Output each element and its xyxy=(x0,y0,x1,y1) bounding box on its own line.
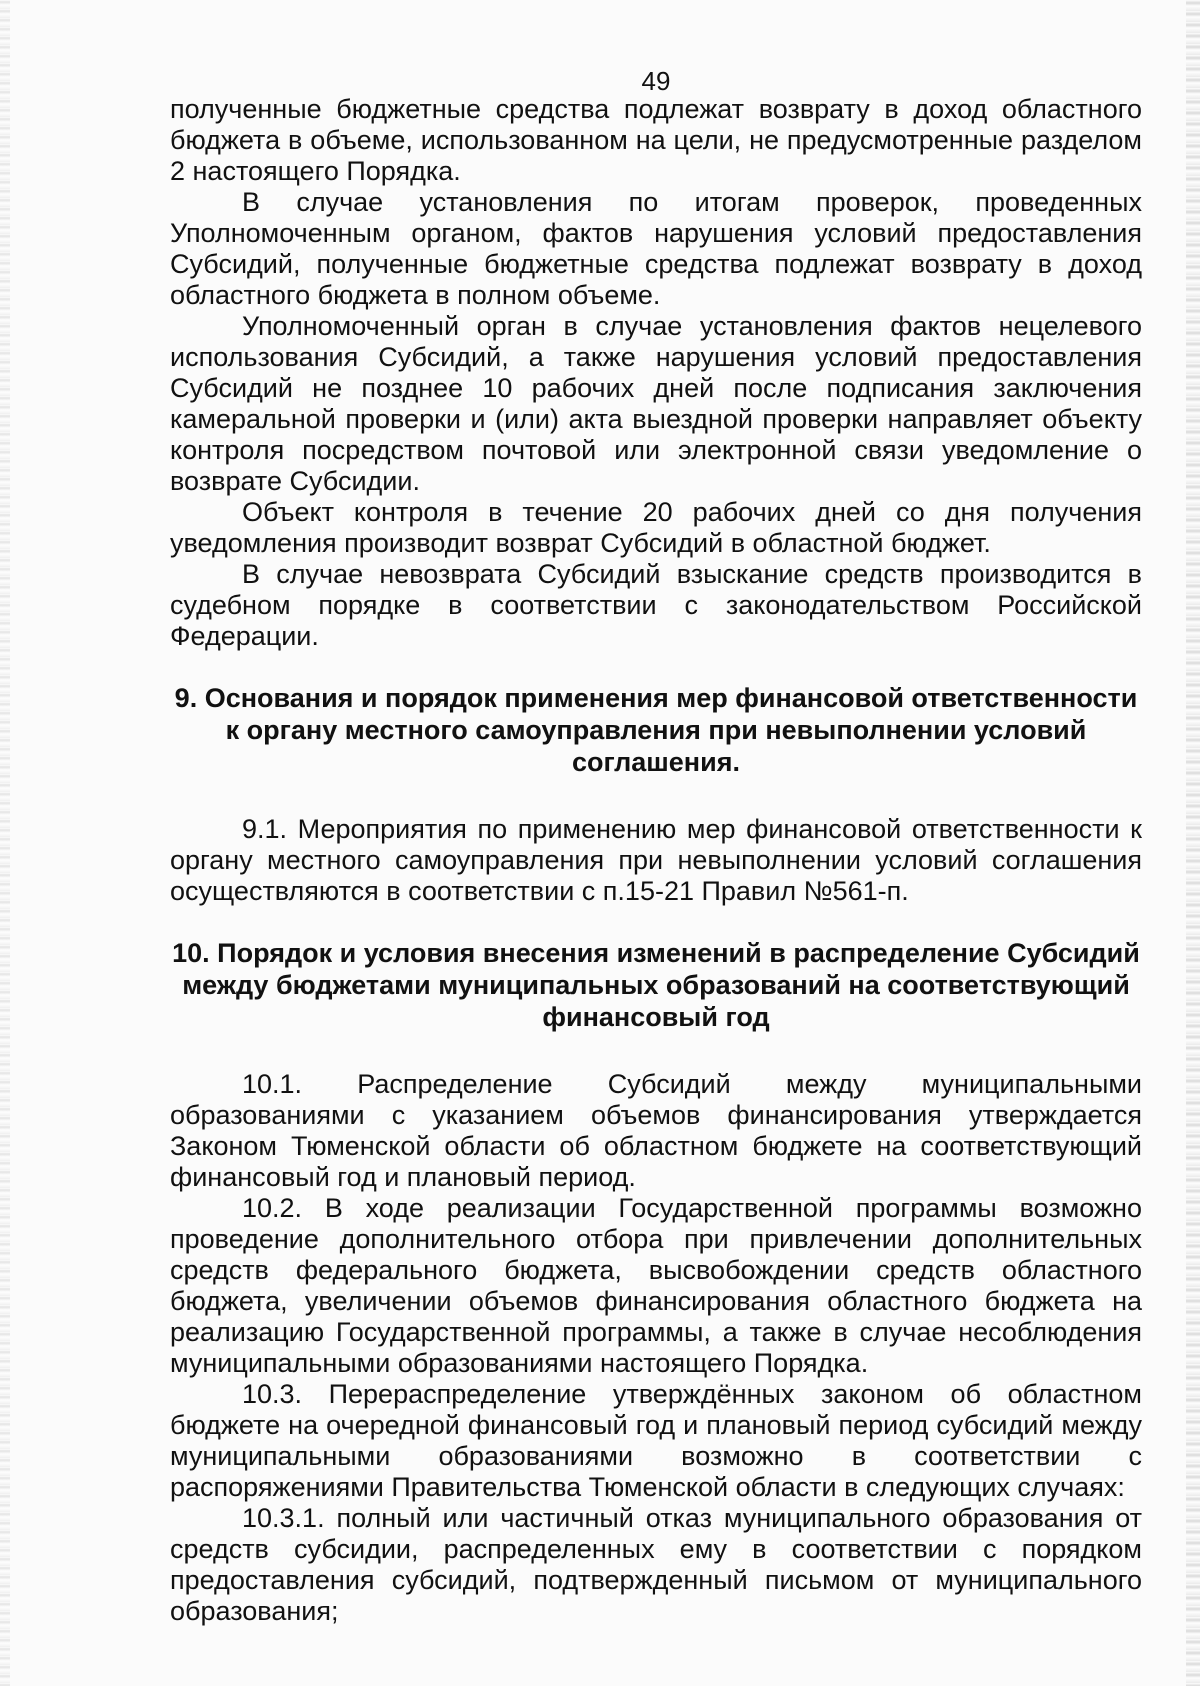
paragraph-notification: Уполномоченный орган в случае установления фактов нецелевого использования Субсидий, а также нарушения условий предоставления Субсидий не позднее 10 рабочих дней после подписания заключения камеральной проверки и (или) акта выездной проверки направляет объекту контроля посредством почтовой или электронной связи уведомление о возврате Субсидии. xyxy=(170,311,1142,496)
scan-edge-right xyxy=(1186,0,1200,1686)
page-number: 49 xyxy=(641,66,671,96)
spacer xyxy=(170,1033,1142,1069)
spacer xyxy=(170,778,1142,814)
paragraph-10-3-1: 10.3.1. полный или частичный отказ муниципального образования от средств субсидии, распределенных ему в соответствии с порядком предоставления субсидий, подтвержденный письмом от муниципального образования; xyxy=(170,1503,1142,1626)
paragraph-continuation: полученные бюджетные средства подлежат возврату в доход областного бюджета в объеме, использованном на цели, не предусмотренные разделом 2 настоящего Порядка. xyxy=(170,94,1142,186)
paragraph-full-return: В случае установления по итогам проверок, проведенных Уполномоченным органом, фактов нарушения условий предоставления Субсидий, полученные бюджетные средства подлежат возврату в доход областного бюджета в полном объеме. xyxy=(170,187,1142,310)
spacer xyxy=(170,652,1142,682)
scan-edge-left xyxy=(0,0,10,1686)
paragraph-10-1: 10.1. Распределение Субсидий между муниципальными образованиями с указанием объемов финансирования утверждается Законом Тюменской области об областном бюджете на соответствующий финансовый год и плановый период. xyxy=(170,1069,1142,1192)
paragraph-10-3: 10.3. Перераспределение утверждённых законом об областном бюджете на очередной финансовый год и плановый период субсидий между муниципальными образованиями возможно в соответствии с распоряжениями Правительства Тюменской области в следующих случаях: xyxy=(170,1379,1142,1502)
paragraph-court-recovery: В случае невозврата Субсидий взыскание средств производится в судебном порядке в соответствии с законодательством Российской Федерации. xyxy=(170,559,1142,651)
paragraph-return-term: Объект контроля в течение 20 рабочих дней со дня получения уведомления производит возврат Субсидий в областной бюджет. xyxy=(170,497,1142,558)
paragraph-10-2: 10.2. В ходе реализации Государственной программы возможно проведение дополнительного отбора при привлечении дополнительных средств федерального бюджета, высвобождении средств областного бюджета, увеличении объемов финансирования областного бюджета на реализацию Государственной программы, а также в случае несоблюдения муниципальными образованиями настоящего Порядка. xyxy=(170,1193,1142,1378)
paragraph-9-1: 9.1. Мероприятия по применению мер финансовой ответственности к органу местного самоуправления при невыполнении условий соглашения осуществляются в соответствии с п.15-21 Правил №561-п. xyxy=(170,814,1142,906)
section-9-heading: 9. Основания и порядок применения мер финансовой ответственности к органу местного самоуправления при невыполнении условий соглашения. xyxy=(174,683,1138,777)
spacer xyxy=(170,907,1142,937)
section-10-heading: 10. Порядок и условия внесения изменений в распределение Субсидий между бюджетами муниципальных образований на соответствующий финансовый год xyxy=(172,938,1140,1032)
page-content xyxy=(170,66,1142,1627)
